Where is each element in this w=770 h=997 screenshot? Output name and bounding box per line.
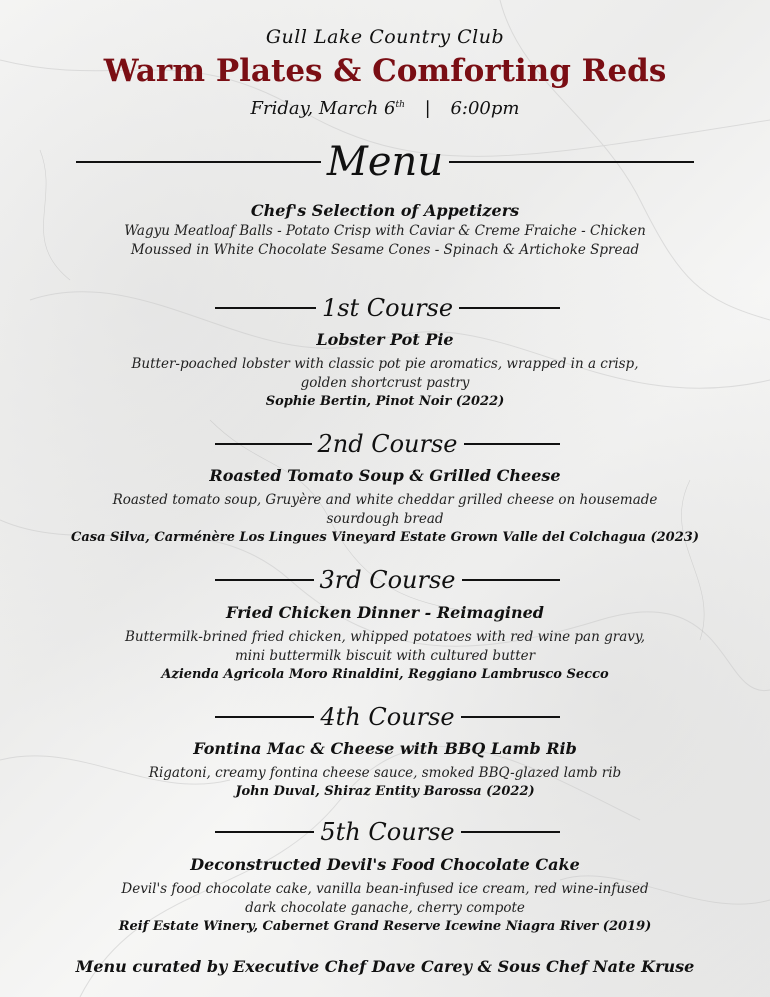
date-separator: |: [424, 98, 431, 119]
course-wine: Azienda Agricola Moro Rinaldini, Reggiano Lambrusco Secco: [161, 667, 609, 682]
divider-left: [215, 443, 312, 445]
course-wine: Reif Estate Winery, Cabernet Grand Reserve Icewine Niagra River (2019): [118, 919, 652, 934]
course-wine: John Duval, Shiraz Entity Barossa (2022): [235, 784, 535, 799]
divider-right: [449, 161, 694, 163]
course-dish: Lobster Pot Pie: [316, 330, 454, 349]
event-date: Friday, March 6: [250, 98, 396, 119]
course-section: [60, 854, 710, 936]
chef-credit: Menu curated by Executive Chef Dave Carey & Sous Chef Nate Kruse: [75, 957, 695, 976]
course-description-2: mini buttermilk biscuit with cultured butter: [234, 648, 536, 664]
divider-left: [215, 579, 314, 581]
divider-left: [215, 831, 314, 833]
course-label: 3rd Course: [319, 566, 456, 594]
course-description-2: sourdough bread: [326, 511, 444, 527]
course-description-2: dark chocolate ganache, cherry compote: [245, 900, 525, 916]
course-section: [60, 329, 710, 411]
appetizers-description-1: Wagyu Meatloaf Balls - Potato Crisp with Caviar & Creme Fraiche - Chicken: [124, 223, 646, 239]
course-wine: Sophie Bertin, Pinot Noir (2022): [265, 394, 505, 409]
course-description-1: Roasted tomato soup, Gruyère and white cheddar grilled cheese on housemade: [112, 492, 658, 508]
course-description-2: golden shortcrust pastry: [300, 375, 470, 391]
appetizers-description-2: Moussed in White Chocolate Sesame Cones - Spinach & Artichoke Spread: [130, 242, 640, 258]
divider-right: [464, 443, 561, 445]
divider-left: [215, 716, 314, 718]
course-description-1: Buttermilk-brined fried chicken, whipped potatoes with red wine pan gravy,: [124, 629, 645, 645]
club-name: Gull Lake Country Club: [265, 26, 505, 48]
course-dish: Deconstructed Devil's Food Chocolate Cake: [190, 855, 580, 874]
course-heading: [215, 815, 560, 849]
divider-right: [461, 831, 560, 833]
event-title: Warm Plates & Comforting Reds: [103, 53, 667, 89]
divider-right: [459, 307, 560, 309]
course-description-1: Rigatoni, creamy fontina cheese sauce, smoked BBQ-glazed lamb rib: [148, 765, 622, 781]
course-heading: [215, 700, 560, 734]
course-description-1: Butter-poached lobster with classic pot pie aromatics, wrapped in a crisp,: [131, 356, 639, 372]
course-section: [60, 602, 710, 684]
course-dish: Fried Chicken Dinner - Reimagined: [226, 603, 544, 622]
menu-label: Menu: [326, 139, 444, 185]
course-description-1: Devil's food chocolate cake, vanilla bean-infused ice cream, red wine-infused: [121, 881, 649, 897]
divider-left: [76, 161, 321, 163]
course-dish: Fontina Mac & Cheese with BBQ Lamb Rib: [193, 739, 577, 758]
menu-heading: [76, 136, 694, 188]
course-label: 2nd Course: [317, 430, 458, 458]
course-label: 5th Course: [320, 818, 455, 846]
course-section: [60, 465, 710, 547]
appetizers-title: Chef's Selection of Appetizers: [250, 201, 520, 220]
course-label: 1st Course: [321, 294, 454, 322]
course-dish: Roasted Tomato Soup & Grilled Cheese: [209, 466, 561, 485]
course-heading: [215, 563, 560, 597]
course-label: 4th Course: [320, 703, 455, 731]
course-heading: [215, 291, 560, 325]
course-wine: Casa Silva, Carménère Los Lingues Vineyard Estate Grown Valle del Colchagua (2023): [71, 530, 699, 545]
divider-right: [462, 579, 561, 581]
appetizers-section: [60, 200, 710, 260]
course-section: [60, 738, 710, 801]
event-date-line: [0, 98, 770, 119]
divider-left: [215, 307, 316, 309]
event-date-suffix: th: [395, 100, 405, 110]
divider-right: [461, 716, 560, 718]
course-heading: [215, 427, 560, 461]
event-time: 6:00pm: [450, 98, 520, 119]
